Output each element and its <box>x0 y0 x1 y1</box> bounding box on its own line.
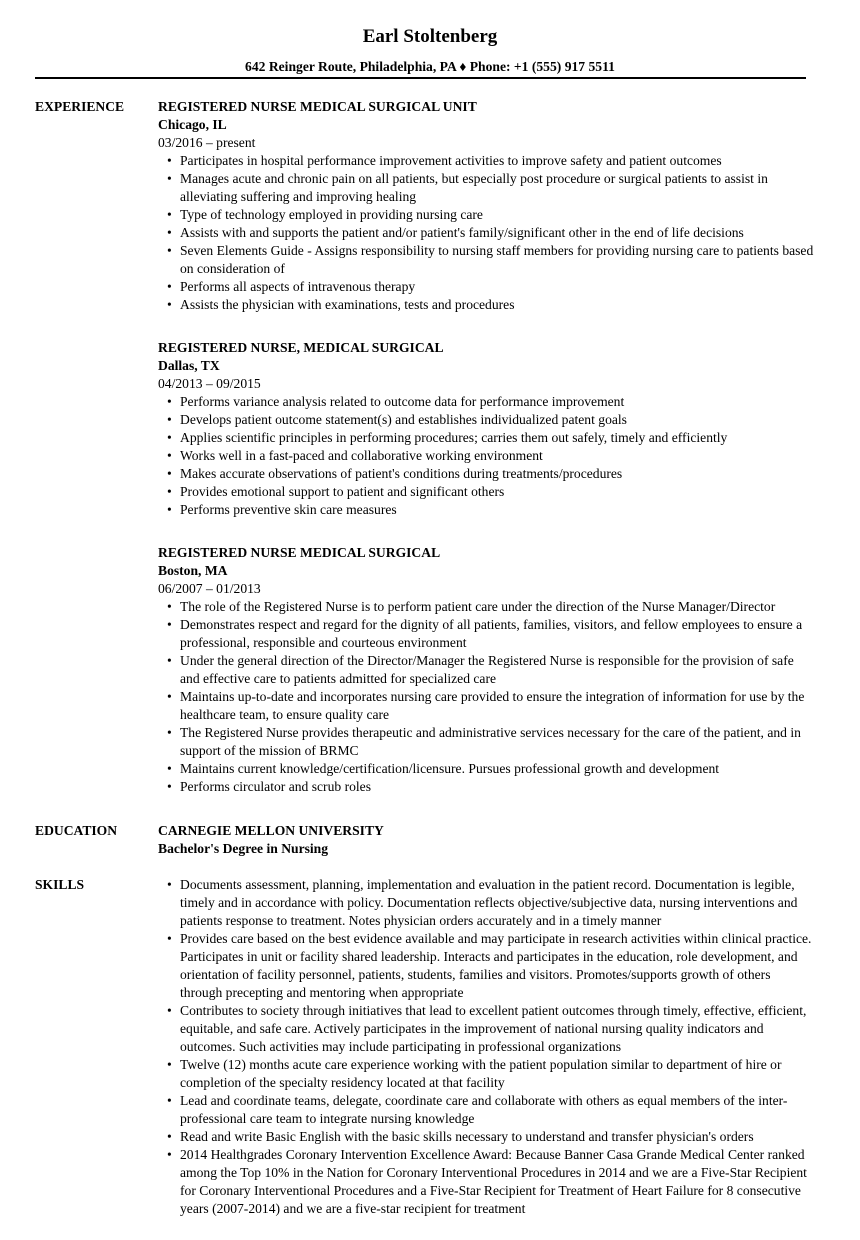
skills-list <box>158 876 815 1218</box>
experience-section <box>35 98 815 821</box>
skill-item: • Documents assessment, planning, implementation and evaluation in the patient record. Documentation is legible, timely and in accordance with policy. Documentation reflects objective/subjective data, nursing interventions and patients response to treatment. Notes physician orders accurately and in a timely manner <box>180 876 815 930</box>
skills-section <box>35 876 815 1218</box>
job-dates: 04/2013 – 09/2015 <box>158 376 261 391</box>
job-entry <box>158 98 815 314</box>
skill-item: • Twelve (12) months acute care experience working with the patient population similar to department of hire or completion of the specialty residency located at that facility <box>180 1056 815 1092</box>
contact-info: 642 Reinger Route, Philadelphia, PA ♦ Phone: +1 (555) 917 5511 <box>245 59 615 74</box>
section-label-experience: EXPERIENCE <box>35 99 125 114</box>
bullet-item: • Makes accurate observations of patient's conditions during treatments/procedures <box>180 465 815 483</box>
skill-item: • Lead and coordinate teams, delegate, coordinate care and collaborate with others as equal members of the inter-professional care team to integrate nursing knowledge <box>180 1092 815 1128</box>
job-title: REGISTERED NURSE MEDICAL SURGICAL UNIT <box>158 99 477 114</box>
job-location: Dallas, TX <box>158 358 220 373</box>
bullet-item: • Applies scientific principles in performing procedures; carries them out safely, timely and efficiently <box>180 429 815 447</box>
bullet-item: • Assists with and supports the patient and/or patient's family/significant other in the end of life decisions <box>180 224 815 242</box>
bullet-item: • Provides emotional support to patient and significant others <box>180 483 815 501</box>
section-label-education: EDUCATION <box>35 823 118 838</box>
bullet-item: • The Registered Nurse provides therapeutic and administrative services necessary for the care of the patient, and in support of the mission of BRMC <box>180 724 815 760</box>
degree: Bachelor's Degree in Nursing <box>158 841 329 856</box>
experience-list <box>158 98 815 821</box>
bullet-item: • Performs all aspects of intravenous therapy <box>180 278 815 296</box>
bullet-item: • Manages acute and chronic pain on all patients, but especially post procedure or surgical patients to assist in alleviating suffering and improving healing <box>180 170 815 206</box>
bullet-item: • Demonstrates respect and regard for the dignity of all patients, families, visitors, and fellow employees to ensure a professional, responsible and courteous environment <box>180 616 815 652</box>
education-section <box>35 822 815 858</box>
candidate-name: Earl Stoltenberg <box>362 26 498 47</box>
bullet-item: • Seven Elements Guide - Assigns responsibility to nursing staff members for providing nursing care to patients based on consideration of <box>180 242 815 278</box>
section-label-skills: SKILLS <box>35 877 85 892</box>
bullet-item: • Maintains current knowledge/certification/licensure. Pursues professional growth and development <box>180 760 815 778</box>
bullet-item: • Performs preventive skin care measures <box>180 501 815 519</box>
job-dates: 06/2007 – 01/2013 <box>158 581 261 596</box>
skill-item: • Provides care based on the best evidence available and may participate in research activities within clinical practice. Participates in unit or facility shared leadership. Interacts and participates in the education, role development, and orientation of facility personnel, patients, students, families and visitors. Promotes/supports growth of others through precepting and mentoring when appropriate <box>180 930 815 1002</box>
school-name: CARNEGIE MELLON UNIVERSITY <box>158 823 384 838</box>
skill-item: • Contributes to society through initiatives that lead to excellent patient outcomes through timely, effective, efficient, equitable, and safe care. Actively participates in the improvement of national nursing quality indicators and outcomes. Such activities may include participating in professional organizations <box>180 1002 815 1056</box>
header-divider <box>35 77 806 79</box>
bullet-item: • Under the general direction of the Director/Manager the Registered Nurse is responsible for the provision of safe and effective care to patients admitted for specialized care <box>180 652 815 688</box>
bullet-item: • The role of the Registered Nurse is to perform patient care under the direction of the Nurse Manager/Director <box>180 598 815 616</box>
job-entry <box>158 544 815 796</box>
bullet-item: • Performs variance analysis related to outcome data for performance improvement <box>180 393 815 411</box>
resume-body <box>35 98 815 1218</box>
bullet-item: • Develops patient outcome statement(s) and establishes individualized patent goals <box>180 411 815 429</box>
job-title: REGISTERED NURSE MEDICAL SURGICAL <box>158 545 441 560</box>
job-title: REGISTERED NURSE, MEDICAL SURGICAL <box>158 340 444 355</box>
skill-item: • 2014 Healthgrades Coronary Intervention Excellence Award: Because Banner Casa Grande Medical Center ranked among the Top 10% in the Nation for Coronary Interventional Procedures in 2014 and we are a Five-Star Recipient for Coronary Interventional Procedures and a Five-Star Recipient for Treatment of Heart Failure for 8 consecutive years (2007-2014) and we are a five-star recipient for treatment <box>180 1146 815 1218</box>
job-bullets <box>158 598 815 796</box>
bullet-item: • Assists the physician with examinations, tests and procedures <box>180 296 815 314</box>
job-bullets <box>158 152 815 314</box>
bullet-item: • Type of technology employed in providing nursing care <box>180 206 815 224</box>
bullet-item: • Performs circulator and scrub roles <box>180 778 815 796</box>
job-entry <box>158 339 815 519</box>
bullet-item: • Participates in hospital performance improvement activities to improve safety and patient outcomes <box>180 152 815 170</box>
job-location: Chicago, IL <box>158 117 227 132</box>
job-bullets <box>158 393 815 519</box>
job-dates: 03/2016 – present <box>158 135 256 150</box>
job-location: Boston, MA <box>158 563 228 578</box>
bullet-item: • Maintains up-to-date and incorporates nursing care provided to ensure the integration of information for use by the healthcare team, to ensure quality care <box>180 688 815 724</box>
bullet-item: • Works well in a fast-paced and collaborative working environment <box>180 447 815 465</box>
skill-item: • Read and write Basic English with the basic skills necessary to understand and transfer physician's orders <box>180 1128 815 1146</box>
